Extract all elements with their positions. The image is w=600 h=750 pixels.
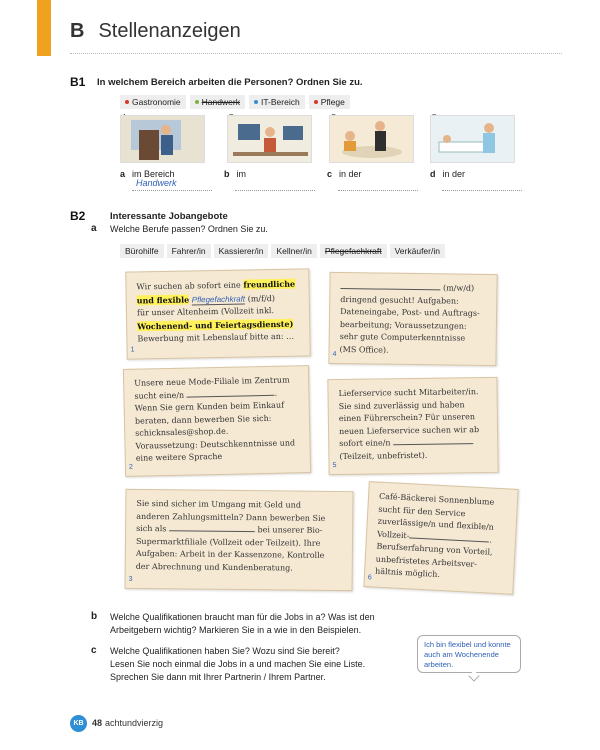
ad-text: beraten, dann bewerben Sie sich:	[134, 413, 272, 426]
b2-b-line-2: Arbeitgebern wichtig? Markieren Sie in a wie in den Beispielen.	[110, 625, 362, 635]
answer-letter: b	[224, 169, 230, 179]
ad-blank[interactable]	[169, 530, 255, 532]
ad-text: Wenn Sie gern Kunden beim Einkauf	[134, 400, 285, 413]
ad-text: dringend gesucht! Aufgaben:	[340, 294, 459, 306]
ad-text: der Abrechnung und Kundenberatung.	[135, 561, 293, 573]
ad-text: Café-Bäckerei Sonnenblume	[378, 491, 495, 507]
ad-number: 3	[128, 575, 133, 583]
speech-bubble: Ich bin flexibel und konnte auch am Wochenende arbeiten.	[417, 635, 521, 673]
tag-dot-icon	[125, 100, 129, 104]
ad-text: Unsere neue Mode-Filiale im Zentrum	[134, 375, 290, 388]
ad-text: Lieferservice sucht Mitarbeiter/in.	[338, 387, 479, 399]
ad-highlight: und flexible	[136, 294, 190, 305]
section-letter: B	[70, 20, 85, 42]
ad-text: Aufgaben: Arbeit in der Kassenzone, Kontrolle	[135, 548, 325, 560]
answer-text: im	[236, 169, 246, 179]
tag-dot-icon	[195, 100, 199, 104]
ad-text: sucht eine/n	[134, 390, 185, 401]
b1-tag	[249, 95, 305, 109]
ad-text: Supermarktfiliale (Vollzeit oder Teilzeit). Ihre	[135, 536, 321, 548]
answer-text: im Bereich	[132, 169, 175, 179]
b2-c-line-1: Welche Qualifikationen haben Sie? Wozu sind Sie bereit?	[110, 646, 340, 656]
answer-c	[327, 169, 362, 179]
b2-tag: Bürohilfe	[120, 244, 164, 258]
b2-tag: Fahrer/in	[167, 244, 211, 258]
ad-text: sucht für den Service	[378, 504, 466, 518]
b2-a-letter: a	[91, 223, 97, 234]
ad-text: Sie sind sicher im Umgang mit Geld und	[136, 498, 302, 510]
title-divider	[70, 53, 562, 54]
ad-text: Sie sind zuverlässig und haben	[338, 399, 465, 411]
ad-text: sofort eine/n	[339, 438, 391, 449]
section-title	[70, 20, 241, 43]
b1-tag-label: Handwerk	[201, 97, 240, 107]
ad-text: Voraussetzung: Deutschkenntnisse und	[135, 437, 296, 451]
ad-number: 4	[332, 350, 337, 358]
ad-text: neuen Lieferservice suchen wir ab	[339, 424, 480, 436]
ad-text: Berufserfahrung von Vorteil,	[376, 541, 493, 557]
exercise-b1-instruction: In welchem Bereich arbeiten die Personen? Ordnen Sie zu.	[97, 77, 363, 88]
page-number-digits: 48	[92, 718, 103, 728]
answer-line-a[interactable]	[132, 190, 212, 191]
ad-text: sich als	[136, 523, 167, 534]
b2-tag-list	[120, 244, 445, 258]
section-marker	[37, 0, 51, 56]
b1-tag-label: Pflege	[320, 97, 345, 107]
tag-dot-icon	[314, 100, 318, 104]
ad-text: sehr gute Computerkenntnisse	[339, 331, 466, 343]
answer-b	[224, 169, 246, 179]
answer-d	[430, 169, 465, 179]
exercise-b1-number: B1	[70, 75, 86, 89]
answer-text: in der	[339, 169, 362, 179]
ad-text: (m/f/d)	[247, 293, 276, 303]
b1-tag	[190, 95, 245, 109]
job-ad-5	[327, 377, 498, 475]
job-ad-6: Café-Bäckerei Sonnenblume sucht für den Service zuverlässige/n und flexible/n Vollzeit- . Berufserfahrung von Vorteil, unbefristetes Arbeitsver- hältnis möglich. 6	[363, 481, 518, 595]
ad-text: unbefristetes Arbeitsver-	[375, 554, 478, 569]
b1-tag-label: Gastronomie	[132, 97, 181, 107]
job-ad-1	[125, 268, 311, 359]
b2-b-line-1: Welche Qualifikationen braucht man für die Jobs in a? Was ist den	[110, 612, 375, 622]
answer-text: in der	[442, 169, 466, 179]
ad-text: eine weitere Sprache	[135, 451, 223, 463]
answer-letter: c	[327, 169, 333, 179]
b1-tag	[309, 95, 350, 109]
answer-letter: d	[430, 169, 436, 179]
ad-number: 2	[128, 463, 133, 471]
ad-text: hältnis möglich.	[374, 566, 441, 579]
picture-gastronomy	[329, 115, 414, 163]
ad-text: einen Führerschein? Für unseren	[338, 412, 476, 424]
b1-tag-label: IT-Bereich	[260, 97, 300, 107]
ad-text: zuverlässige/n und flexible/n	[377, 516, 495, 532]
b1-tag	[120, 95, 186, 109]
ad-number: 6	[367, 573, 372, 581]
ad-text: (Teilzeit, unbefristet).	[339, 450, 428, 461]
tag-dot-icon	[254, 100, 258, 104]
answer-line-b[interactable]	[235, 190, 315, 191]
b2-a-instruction: Welche Berufe passen? Ordnen Sie zu.	[110, 224, 268, 234]
picture-craftsman	[120, 115, 205, 163]
ad-blank[interactable]	[187, 394, 275, 397]
ad-highlight: freundliche	[243, 278, 296, 290]
answer-letter: a	[120, 169, 126, 179]
exercise-b2-number: B2	[70, 209, 86, 223]
picture-it-worker	[227, 115, 312, 163]
page-number	[92, 718, 163, 728]
picture-nursing	[430, 115, 515, 163]
ad-blank[interactable]	[393, 443, 473, 445]
answer-line-d[interactable]	[442, 190, 522, 191]
ad-text: bei unserer Bio-	[257, 525, 323, 535]
ad-text: (MS Office).	[339, 344, 389, 355]
b2-tag: Kellner/in	[271, 244, 316, 258]
ad-text: anderen Zahlungsmitteln? Dann bewerben Sie	[136, 511, 326, 523]
b2-c-line-2: Lesen Sie noch einmal die Jobs in a und machen Sie eine Liste.	[110, 659, 366, 669]
ad-text: für unser Altenheim (Vollzeit inkl.	[136, 306, 275, 318]
b2-tag: Kassierer/in	[214, 244, 269, 258]
ad-text: bearbeitung; Voraussetzungen:	[339, 319, 467, 331]
ad-number: 5	[332, 461, 337, 469]
ad-highlight: Wochenend- und Feiertagsdienste)	[137, 318, 294, 331]
job-ad-4	[328, 272, 497, 366]
exercise-b2-title: Interessante Jobangebote	[110, 211, 228, 222]
job-ad-2: Unsere neue Mode-Filiale im Zentrum sucht eine/n . Wenn Sie gern Kunden beim Einkauf beraten, dann bewerben Sie sich: schicknsales@shop.de. Voraussetzung: Deutschkenntnisse und eine weitere Sprache 2	[123, 365, 311, 477]
ad-blank[interactable]	[340, 288, 440, 290]
ad-text: schicknsales@shop.de.	[135, 426, 229, 438]
ad-number: 1	[130, 345, 135, 354]
job-ad-3	[124, 489, 353, 591]
ad-blank[interactable]	[409, 537, 489, 542]
page-number-word: achtundvierzig	[105, 718, 164, 728]
answer-line-c[interactable]	[338, 190, 418, 191]
b2-c-letter: c	[91, 645, 97, 656]
ad-handwritten-answer[interactable]: Pflegefachkraft	[191, 294, 246, 304]
ad-text: (m/w/d)	[442, 283, 475, 293]
ad-text: Wir suchen ab sofort eine	[136, 280, 241, 292]
b2-tag: Pflegefachkraft	[320, 244, 387, 258]
section-title-text: Stellenanzeigen	[98, 20, 241, 42]
b2-b-letter: b	[91, 611, 98, 622]
ad-text: Dateneingabe, Post- und Auftrags-	[340, 306, 480, 318]
b1-tag-list	[120, 95, 350, 109]
ad-text: Bewerbung mit Lebenslauf bitte an: …	[137, 331, 295, 344]
ad-text: Vollzeit-	[376, 529, 410, 540]
b2-c-line-3: Sprechen Sie dann mit Ihrer Partnerin / Ihrem Partner.	[110, 672, 326, 682]
b2-tag: Verkäufer/in	[390, 244, 445, 258]
kb-badge: KB	[70, 715, 87, 732]
handwritten-answer-a: Handwerk	[136, 178, 177, 188]
